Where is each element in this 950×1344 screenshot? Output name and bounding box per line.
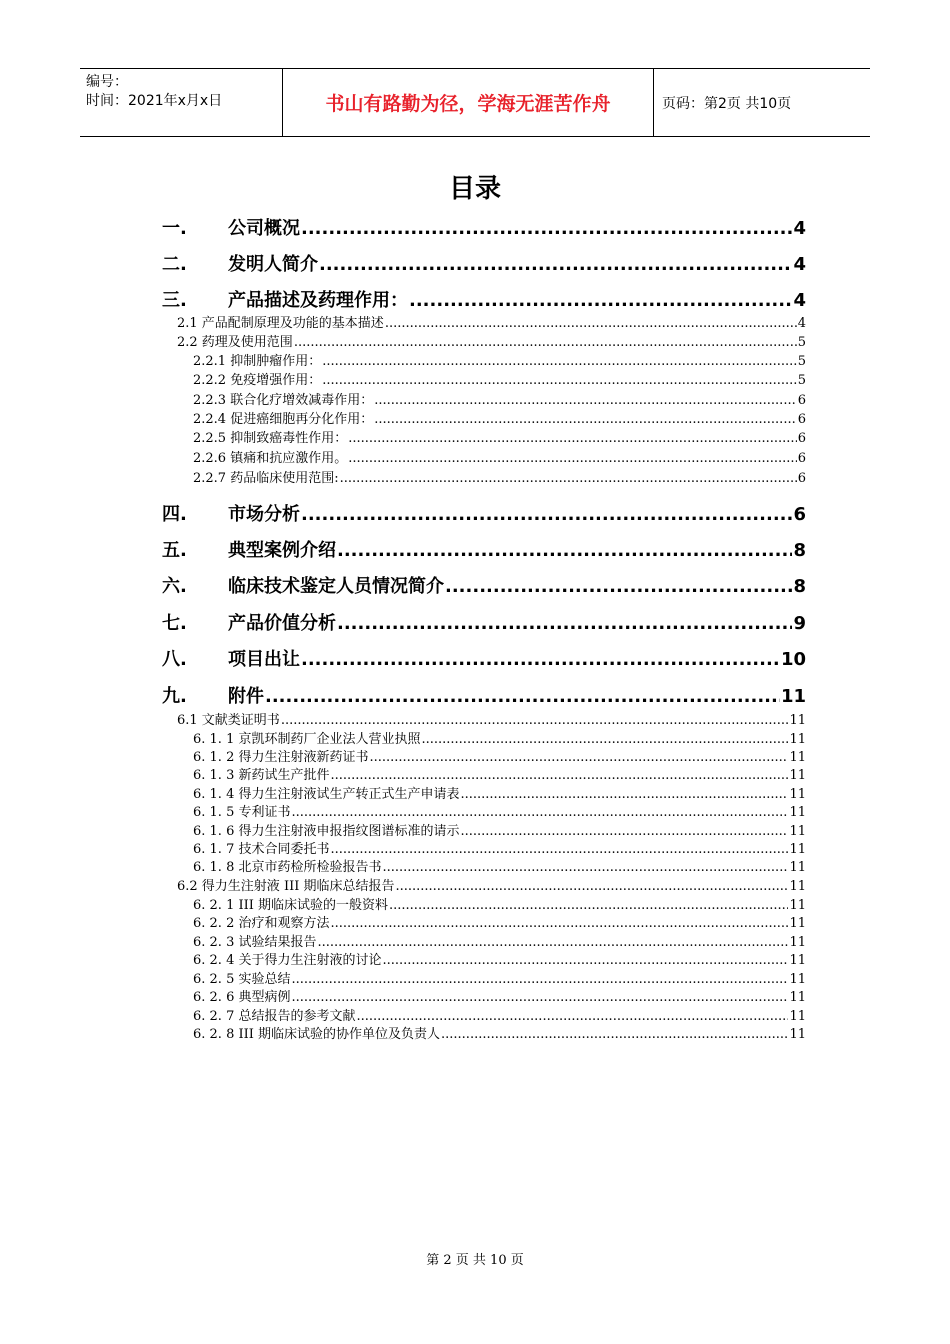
toc-entry[interactable] bbox=[162, 572, 806, 598]
toc-entry-page: 11 bbox=[789, 860, 806, 875]
toc-title: 目录 bbox=[448, 174, 501, 204]
toc-entry-page: 11 bbox=[789, 990, 806, 1005]
toc-entry[interactable] bbox=[162, 389, 806, 407]
toc-dot-leader bbox=[301, 649, 780, 670]
toc-entry[interactable] bbox=[162, 331, 806, 349]
toc-entry-page: 8 bbox=[793, 576, 806, 597]
header-meta bbox=[80, 69, 282, 136]
toc-entry-title: 公司概况 bbox=[228, 218, 300, 239]
toc-dot-leader bbox=[374, 393, 797, 408]
toc-entry-page: 4 bbox=[797, 316, 806, 331]
toc-entry-title: 6. 2. 2 治疗和观察方法 bbox=[193, 916, 330, 931]
toc-entry-page: 10 bbox=[780, 649, 806, 670]
toc-entry[interactable] bbox=[162, 408, 806, 426]
toc-entry-page: 4 bbox=[793, 254, 806, 275]
toc-entry[interactable] bbox=[162, 369, 806, 387]
toc-entry-title: 2.2.3 联合化疗增效减毒作用： bbox=[193, 393, 374, 408]
toc-dot-leader bbox=[395, 879, 788, 894]
toc-entry[interactable] bbox=[162, 728, 806, 746]
header-page-number: 页码：第2页 共10页 bbox=[662, 95, 792, 112]
toc-entry-number: 七. bbox=[162, 613, 187, 634]
toc-entry-title: 6. 1. 3 新药试生产批件 bbox=[193, 768, 330, 783]
toc-entry[interactable] bbox=[162, 820, 806, 838]
toc-entry-page: 6 bbox=[797, 451, 806, 466]
toc-entry-page: 11 bbox=[789, 750, 806, 765]
toc-entry-page: 6 bbox=[793, 504, 806, 525]
toc-entry[interactable] bbox=[162, 467, 806, 485]
toc-entry[interactable] bbox=[162, 783, 806, 801]
toc-entry-number: 二. bbox=[162, 254, 187, 275]
toc-dot-leader bbox=[460, 824, 788, 839]
toc-entry-title: 6. 1. 5 专利证书 bbox=[193, 805, 291, 820]
toc-dot-leader bbox=[291, 805, 788, 820]
toc-entry[interactable] bbox=[162, 350, 806, 368]
toc-entry-page: 11 bbox=[789, 879, 806, 894]
toc-entry-page: 11 bbox=[789, 916, 806, 931]
toc-entry-page: 11 bbox=[789, 953, 806, 968]
toc-entry-title: 6. 2. 8 III 期临床试验的协作单位及负责人 bbox=[193, 1027, 441, 1042]
toc-entry-title: 2.2.2 免疫增强作用： bbox=[193, 373, 322, 388]
toc-dot-leader bbox=[382, 860, 788, 875]
toc-entry-page: 5 bbox=[797, 373, 806, 388]
toc-dot-leader bbox=[389, 898, 788, 913]
toc-entry-title: 6. 1. 4 得力生注射液试生产转正式生产申请表 bbox=[193, 787, 460, 802]
toc-entry[interactable] bbox=[162, 250, 806, 276]
toc-entry-title: 市场分析 bbox=[228, 504, 300, 525]
toc-entry-title: 临床技术鉴定人员情况简介 bbox=[228, 576, 444, 597]
document-number: 编号： bbox=[86, 74, 128, 90]
toc-dot-leader bbox=[356, 1009, 788, 1024]
toc-entry-number: 五. bbox=[162, 540, 187, 561]
toc-dot-leader bbox=[281, 713, 789, 728]
toc-entry-title: 6. 2. 5 实验总结 bbox=[193, 972, 291, 987]
toc-entry[interactable] bbox=[162, 838, 806, 856]
toc-entry-page: 11 bbox=[789, 842, 806, 857]
toc-entry-title: 6. 1. 7 技术合同委托书 bbox=[193, 842, 330, 857]
toc-entry[interactable] bbox=[162, 214, 806, 240]
toc-entry-title: 产品价值分析 bbox=[228, 613, 336, 634]
toc-entry-title: 6.2 得力生注射液 III 期临床总结报告 bbox=[177, 879, 395, 894]
toc-entry-page: 11 bbox=[789, 805, 806, 820]
toc-entry[interactable] bbox=[162, 286, 806, 312]
toc-entry-page: 11 bbox=[789, 935, 806, 950]
toc-entry-title: 2.2.5 抑制致癌毒性作用： bbox=[193, 431, 348, 446]
toc-dot-leader bbox=[317, 935, 788, 950]
toc-dot-leader bbox=[330, 768, 788, 783]
toc-entry[interactable] bbox=[162, 764, 806, 782]
toc-entry[interactable] bbox=[162, 894, 806, 912]
toc-entry-title: 2.2.7 药品临床使用范围: bbox=[193, 471, 339, 486]
toc-dot-leader bbox=[441, 1027, 788, 1042]
toc-entry[interactable] bbox=[162, 912, 806, 930]
toc-dot-leader bbox=[337, 540, 792, 561]
toc-dot-leader bbox=[337, 613, 792, 634]
toc-dot-leader bbox=[322, 354, 797, 369]
toc-dot-leader bbox=[409, 290, 792, 311]
toc-entry[interactable] bbox=[162, 949, 806, 967]
toc-entry[interactable] bbox=[162, 609, 806, 635]
toc-entry[interactable] bbox=[162, 427, 806, 445]
toc-entry-page: 11 bbox=[789, 1027, 806, 1042]
toc-entry-title: 6. 1. 6 得力生注射液申报指纹图谱标准的请示 bbox=[193, 824, 460, 839]
toc-dot-leader bbox=[348, 431, 797, 446]
toc-entry-page: 11 bbox=[789, 824, 806, 839]
toc-entry[interactable] bbox=[162, 709, 806, 727]
toc-entry-page: 11 bbox=[789, 768, 806, 783]
toc-dot-leader bbox=[301, 218, 792, 239]
toc-dot-leader bbox=[385, 316, 797, 331]
document-time: 时间：2021年x月x日 bbox=[86, 93, 223, 109]
toc-entry-page: 8 bbox=[793, 540, 806, 561]
toc-entry-title: 6. 1. 8 北京市药检所检验报告书 bbox=[193, 860, 382, 875]
toc-entry-page: 11 bbox=[789, 732, 806, 747]
page-footer: 第 2 页 共 10 页 bbox=[426, 1253, 524, 1268]
toc-entry-page: 11 bbox=[789, 1009, 806, 1024]
toc-entry[interactable] bbox=[162, 931, 806, 949]
toc-entry[interactable] bbox=[162, 682, 806, 708]
toc-dot-leader bbox=[340, 471, 797, 486]
toc-entry-page: 6 bbox=[797, 471, 806, 486]
toc-entry[interactable] bbox=[162, 986, 806, 1004]
toc-entry-title: 项目出让 bbox=[228, 649, 300, 670]
toc-entry-title: 6. 2. 4 关于得力生注射液的讨论 bbox=[193, 953, 382, 968]
toc-entry-title: 6. 2. 7 总结报告的参考文献 bbox=[193, 1009, 356, 1024]
toc-entry-title: 6.1 文献类证明书 bbox=[177, 713, 280, 728]
toc-dot-leader bbox=[330, 916, 788, 931]
toc-entry-page: 11 bbox=[789, 898, 806, 913]
toc-entry[interactable] bbox=[162, 1005, 806, 1023]
toc-dot-leader bbox=[265, 686, 780, 707]
toc-entry-title: 6. 1. 1 京凯环制药厂企业法人营业执照 bbox=[193, 732, 421, 747]
toc-entry-title: 6. 2. 1 III 期临床试验的一般资料 bbox=[193, 898, 389, 913]
toc-entry-title: 2.2.1 抑制肿瘤作用： bbox=[193, 354, 322, 369]
toc-entry-page: 4 bbox=[793, 218, 806, 239]
toc-entry-number: 八. bbox=[162, 649, 187, 670]
toc-entry-number: 三. bbox=[162, 290, 187, 311]
toc-entry[interactable] bbox=[162, 1023, 806, 1041]
toc-entry[interactable] bbox=[162, 500, 806, 526]
toc-entry-page: 11 bbox=[780, 686, 806, 707]
toc-dot-leader bbox=[382, 953, 788, 968]
toc-entry-title: 发明人简介 bbox=[228, 254, 318, 275]
toc-entry-page: 6 bbox=[797, 412, 806, 427]
toc-dot-leader bbox=[348, 451, 797, 466]
toc-entry[interactable] bbox=[162, 856, 806, 874]
toc-entry[interactable] bbox=[162, 746, 806, 764]
toc-entry-title: 2.2.4 促进癌细胞再分化作用： bbox=[193, 412, 374, 427]
toc-entry-number: 一. bbox=[162, 218, 187, 239]
toc-dot-leader bbox=[319, 254, 792, 275]
toc-entry-number: 九. bbox=[162, 686, 187, 707]
page-header bbox=[80, 68, 870, 137]
toc-dot-leader bbox=[460, 787, 788, 802]
toc-entry-title: 2.2 药理及使用范围 bbox=[177, 335, 293, 350]
toc-dot-leader bbox=[301, 504, 792, 525]
toc-entry-title: 产品描述及药理作用： bbox=[228, 290, 408, 311]
toc-dot-leader bbox=[291, 972, 788, 987]
toc-entry-page: 5 bbox=[797, 354, 806, 369]
toc-entry-title: 2.1 产品配制原理及功能的基本描述 bbox=[177, 316, 384, 331]
toc-entry-page: 5 bbox=[797, 335, 806, 350]
toc-entry-page: 6 bbox=[797, 431, 806, 446]
toc-entry[interactable] bbox=[162, 801, 806, 819]
toc-dot-leader bbox=[369, 750, 788, 765]
toc-entry-page: 4 bbox=[793, 290, 806, 311]
toc-dot-leader bbox=[294, 335, 797, 350]
toc-entry-page: 9 bbox=[793, 613, 806, 634]
toc-dot-leader bbox=[322, 373, 797, 388]
toc-entry-title: 6. 2. 6 典型病例 bbox=[193, 990, 291, 1005]
toc-entry-title: 6. 2. 3 试验结果报告 bbox=[193, 935, 317, 950]
toc-entry[interactable] bbox=[162, 536, 806, 562]
toc-entry-number: 四. bbox=[162, 504, 187, 525]
toc-entry-page: 6 bbox=[797, 393, 806, 408]
header-motto: 书山有路勤为径，学海无涯苦作舟 bbox=[282, 69, 654, 136]
toc-entry-title: 2.2.6 镇痛和抗应激作用。 bbox=[193, 451, 348, 466]
toc-entry-number: 六. bbox=[162, 576, 187, 597]
toc-dot-leader bbox=[421, 732, 788, 747]
toc-dot-leader bbox=[291, 990, 788, 1005]
toc-entry-title: 6. 1. 2 得力生注射液新药证书 bbox=[193, 750, 369, 765]
toc-entry-page: 11 bbox=[789, 713, 806, 728]
toc-dot-leader bbox=[374, 412, 797, 427]
toc-entry[interactable] bbox=[162, 447, 806, 465]
toc-dot-leader bbox=[330, 842, 788, 857]
toc-entry-page: 11 bbox=[789, 972, 806, 987]
toc-entry-page: 11 bbox=[789, 787, 806, 802]
toc-entry[interactable] bbox=[162, 312, 806, 330]
toc-entry-title: 附件 bbox=[228, 686, 264, 707]
toc-entry[interactable] bbox=[162, 968, 806, 986]
toc-entry[interactable] bbox=[162, 645, 806, 671]
toc-entry[interactable] bbox=[162, 875, 806, 893]
toc-entry-title: 典型案例介绍 bbox=[228, 540, 336, 561]
toc-dot-leader bbox=[445, 576, 792, 597]
